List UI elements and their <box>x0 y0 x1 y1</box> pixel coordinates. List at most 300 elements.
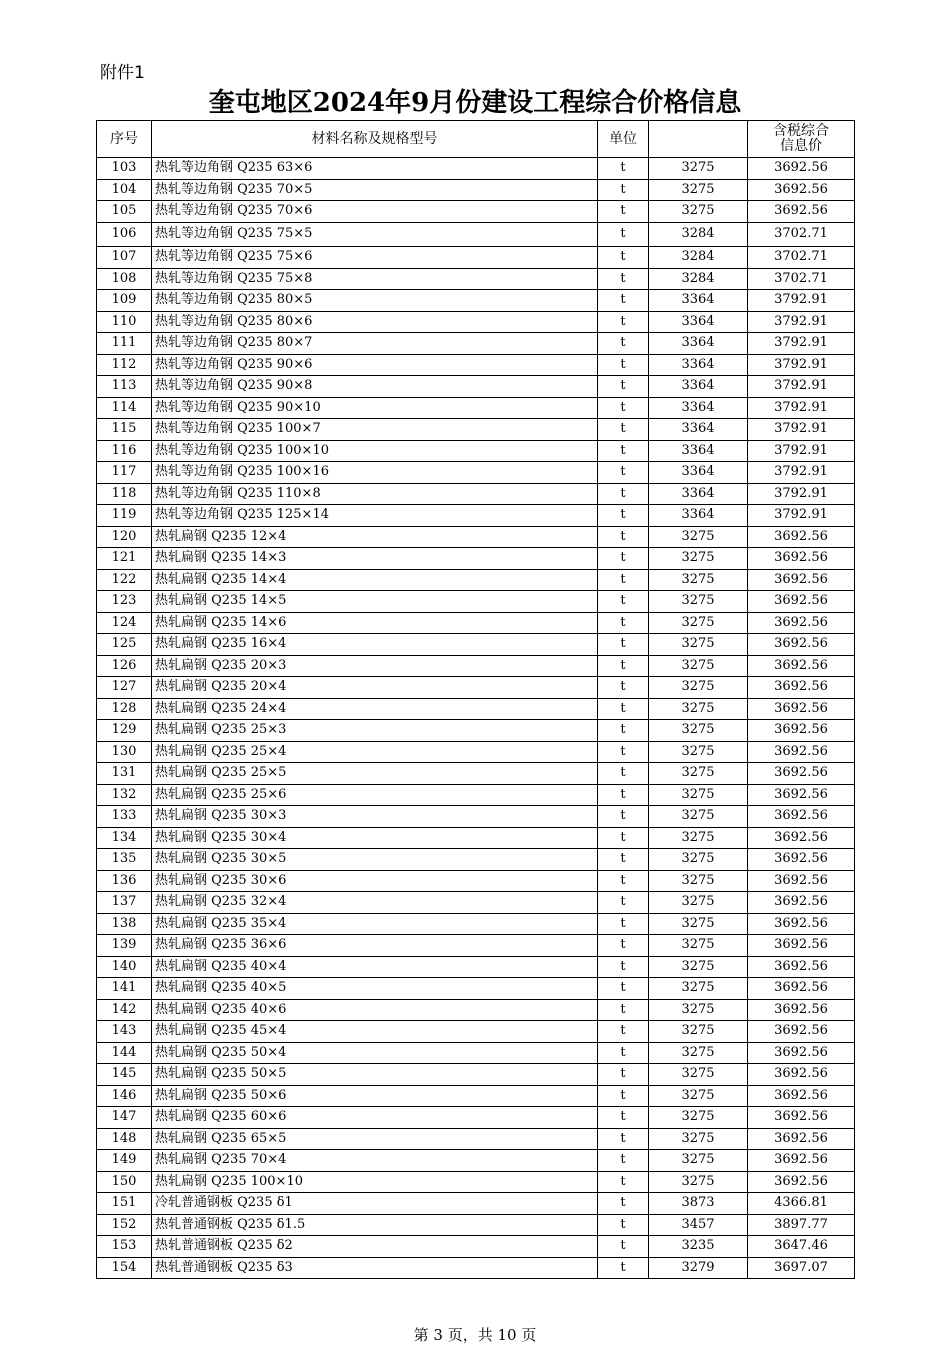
header-no: 序号 <box>97 121 152 158</box>
cell-unit: t <box>598 784 649 806</box>
cell-name: 热轧扁钢 Q235 45×4 <box>152 1021 598 1043</box>
table-row <box>97 290 855 312</box>
cell-name: 热轧等边角钢 Q235 100×10 <box>152 440 598 462</box>
attachment-label: 附件1 <box>100 63 145 83</box>
cell-no: 117 <box>97 462 152 484</box>
cell-unit: t <box>598 720 649 742</box>
cell-price: 3284 <box>649 247 748 269</box>
cell-tax-price: 3792.91 <box>748 440 855 462</box>
cell-no: 125 <box>97 634 152 656</box>
cell-unit: t <box>598 978 649 1000</box>
cell-no: 108 <box>97 268 152 290</box>
cell-unit: t <box>598 548 649 570</box>
cell-no: 137 <box>97 892 152 914</box>
cell-price: 3364 <box>649 462 748 484</box>
cell-unit: t <box>598 1042 649 1064</box>
table-row <box>97 179 855 201</box>
cell-tax-price: 3792.91 <box>748 311 855 333</box>
cell-no: 107 <box>97 247 152 269</box>
table-row <box>97 505 855 527</box>
cell-name: 热轧扁钢 Q235 30×4 <box>152 827 598 849</box>
cell-unit: t <box>598 741 649 763</box>
table-row <box>97 569 855 591</box>
cell-price: 3275 <box>649 784 748 806</box>
table-row <box>97 913 855 935</box>
cell-unit: t <box>598 698 649 720</box>
cell-price: 3275 <box>649 634 748 656</box>
header-tax-price-line2: 信息价 <box>780 138 822 154</box>
cell-no: 141 <box>97 978 152 1000</box>
cell-name: 热轧等边角钢 Q235 90×10 <box>152 397 598 419</box>
cell-tax-price: 3702.71 <box>748 222 855 247</box>
cell-unit: t <box>598 849 649 871</box>
table-row <box>97 634 855 656</box>
table-row <box>97 827 855 849</box>
cell-unit: t <box>598 935 649 957</box>
cell-price: 3275 <box>649 526 748 548</box>
cell-name: 热轧普通钢板 Q235 δ3 <box>152 1257 598 1279</box>
cell-tax-price: 3692.56 <box>748 806 855 828</box>
header-name: 材料名称及规格型号 <box>152 121 598 158</box>
cell-price: 3275 <box>649 548 748 570</box>
cell-tax-price: 3692.56 <box>748 677 855 699</box>
cell-name: 热轧扁钢 Q235 25×6 <box>152 784 598 806</box>
cell-no: 123 <box>97 591 152 613</box>
table-row <box>97 158 855 180</box>
cell-name: 热轧等边角钢 Q235 90×8 <box>152 376 598 398</box>
page-title: 奎屯地区2024年9月份建设工程综合价格信息 <box>208 88 742 118</box>
cell-price: 3364 <box>649 483 748 505</box>
cell-unit: t <box>598 591 649 613</box>
cell-no: 149 <box>97 1150 152 1172</box>
cell-unit: t <box>598 201 649 223</box>
cell-name: 热轧扁钢 Q235 30×3 <box>152 806 598 828</box>
cell-no: 154 <box>97 1257 152 1279</box>
cell-name: 热轧扁钢 Q235 60×6 <box>152 1107 598 1129</box>
table-row <box>97 1150 855 1172</box>
cell-tax-price: 3692.56 <box>748 870 855 892</box>
cell-tax-price: 3792.91 <box>748 397 855 419</box>
cell-unit: t <box>598 1150 649 1172</box>
cell-tax-price: 3692.56 <box>748 956 855 978</box>
cell-price: 3275 <box>649 1171 748 1193</box>
cell-tax-price: 3792.91 <box>748 483 855 505</box>
cell-no: 127 <box>97 677 152 699</box>
header-price <box>649 121 748 158</box>
cell-tax-price: 3792.91 <box>748 290 855 312</box>
cell-unit: t <box>598 1128 649 1150</box>
cell-name: 热轧扁钢 Q235 50×5 <box>152 1064 598 1086</box>
cell-tax-price: 3692.56 <box>748 1171 855 1193</box>
cell-price: 3235 <box>649 1236 748 1258</box>
cell-unit: t <box>598 311 649 333</box>
table-row <box>97 397 855 419</box>
table-row <box>97 1193 855 1215</box>
table-row <box>97 526 855 548</box>
cell-name: 热轧等边角钢 Q235 75×6 <box>152 247 598 269</box>
cell-name: 热轧等边角钢 Q235 70×6 <box>152 201 598 223</box>
cell-no: 132 <box>97 784 152 806</box>
cell-price: 3275 <box>649 1150 748 1172</box>
table-row <box>97 201 855 223</box>
cell-unit: t <box>598 440 649 462</box>
table-row <box>97 591 855 613</box>
cell-price: 3275 <box>649 655 748 677</box>
cell-unit: t <box>598 179 649 201</box>
cell-tax-price: 3692.56 <box>748 1064 855 1086</box>
cell-no: 153 <box>97 1236 152 1258</box>
cell-price: 3275 <box>649 201 748 223</box>
cell-no: 148 <box>97 1128 152 1150</box>
cell-price: 3364 <box>649 290 748 312</box>
cell-no: 150 <box>97 1171 152 1193</box>
cell-unit: t <box>598 505 649 527</box>
cell-no: 126 <box>97 655 152 677</box>
cell-name: 热轧扁钢 Q235 24×4 <box>152 698 598 720</box>
cell-tax-price: 3692.56 <box>748 741 855 763</box>
table-row <box>97 462 855 484</box>
cell-tax-price: 3692.56 <box>748 201 855 223</box>
table-row <box>97 1128 855 1150</box>
cell-no: 151 <box>97 1193 152 1215</box>
cell-tax-price: 3792.91 <box>748 376 855 398</box>
table-row <box>97 698 855 720</box>
table-row <box>97 311 855 333</box>
cell-unit: t <box>598 999 649 1021</box>
table-row <box>97 1085 855 1107</box>
cell-no: 152 <box>97 1214 152 1236</box>
cell-tax-price: 3692.56 <box>748 179 855 201</box>
cell-price: 3275 <box>649 827 748 849</box>
table-row <box>97 1107 855 1129</box>
table-row <box>97 978 855 1000</box>
cell-name: 热轧扁钢 Q235 40×4 <box>152 956 598 978</box>
cell-unit: t <box>598 634 649 656</box>
cell-name: 热轧扁钢 Q235 32×4 <box>152 892 598 914</box>
cell-no: 112 <box>97 354 152 376</box>
table-row <box>97 1214 855 1236</box>
cell-no: 122 <box>97 569 152 591</box>
cell-price: 3275 <box>649 569 748 591</box>
cell-name: 热轧普通钢板 Q235 δ1.5 <box>152 1214 598 1236</box>
cell-unit: t <box>598 956 649 978</box>
table-row <box>97 849 855 871</box>
table-row <box>97 354 855 376</box>
cell-price: 3457 <box>649 1214 748 1236</box>
table-row <box>97 1257 855 1279</box>
cell-price: 3275 <box>649 956 748 978</box>
cell-unit: t <box>598 892 649 914</box>
cell-no: 103 <box>97 158 152 180</box>
cell-price: 3284 <box>649 222 748 247</box>
table-row <box>97 222 855 247</box>
cell-no: 106 <box>97 222 152 247</box>
cell-price: 3275 <box>649 913 748 935</box>
cell-tax-price: 3692.56 <box>748 569 855 591</box>
cell-price: 3275 <box>649 677 748 699</box>
cell-unit: t <box>598 1236 649 1258</box>
cell-no: 131 <box>97 763 152 785</box>
cell-tax-price: 3692.56 <box>748 720 855 742</box>
cell-no: 116 <box>97 440 152 462</box>
cell-name: 热轧普通钢板 Q235 δ2 <box>152 1236 598 1258</box>
cell-price: 3284 <box>649 268 748 290</box>
cell-tax-price: 3792.91 <box>748 333 855 355</box>
table-row <box>97 741 855 763</box>
cell-name: 热轧扁钢 Q235 25×5 <box>152 763 598 785</box>
price-table <box>96 120 855 1279</box>
cell-tax-price: 3697.07 <box>748 1257 855 1279</box>
cell-unit: t <box>598 806 649 828</box>
table-row <box>97 1042 855 1064</box>
cell-name: 热轧等边角钢 Q235 90×6 <box>152 354 598 376</box>
cell-tax-price: 3692.56 <box>748 1042 855 1064</box>
table-row <box>97 440 855 462</box>
table-row <box>97 612 855 634</box>
cell-name: 热轧扁钢 Q235 25×3 <box>152 720 598 742</box>
table-row <box>97 483 855 505</box>
cell-name: 热轧扁钢 Q235 50×6 <box>152 1085 598 1107</box>
cell-unit: t <box>598 354 649 376</box>
cell-price: 3275 <box>649 999 748 1021</box>
table-row <box>97 655 855 677</box>
cell-unit: t <box>598 1021 649 1043</box>
cell-unit: t <box>598 419 649 441</box>
cell-no: 118 <box>97 483 152 505</box>
cell-tax-price: 3692.56 <box>748 935 855 957</box>
table-row <box>97 419 855 441</box>
cell-no: 147 <box>97 1107 152 1129</box>
cell-tax-price: 3792.91 <box>748 419 855 441</box>
cell-price: 3275 <box>649 1107 748 1129</box>
header-tax-price <box>748 121 855 158</box>
cell-no: 134 <box>97 827 152 849</box>
cell-no: 120 <box>97 526 152 548</box>
cell-price: 3364 <box>649 333 748 355</box>
cell-no: 111 <box>97 333 152 355</box>
cell-unit: t <box>598 827 649 849</box>
cell-no: 139 <box>97 935 152 957</box>
cell-tax-price: 3692.56 <box>748 1085 855 1107</box>
cell-unit: t <box>598 1064 649 1086</box>
cell-no: 113 <box>97 376 152 398</box>
cell-name: 热轧等边角钢 Q235 100×7 <box>152 419 598 441</box>
cell-tax-price: 4366.81 <box>748 1193 855 1215</box>
cell-price: 3275 <box>649 1064 748 1086</box>
cell-price: 3364 <box>649 354 748 376</box>
cell-tax-price: 3692.56 <box>748 784 855 806</box>
table-row <box>97 268 855 290</box>
cell-no: 133 <box>97 806 152 828</box>
cell-tax-price: 3647.46 <box>748 1236 855 1258</box>
cell-name: 热轧扁钢 Q235 36×6 <box>152 935 598 957</box>
table-row <box>97 677 855 699</box>
cell-no: 115 <box>97 419 152 441</box>
table-header-row <box>97 121 855 158</box>
cell-name: 热轧等边角钢 Q235 80×7 <box>152 333 598 355</box>
cell-no: 145 <box>97 1064 152 1086</box>
table-row <box>97 247 855 269</box>
cell-no: 119 <box>97 505 152 527</box>
cell-unit: t <box>598 870 649 892</box>
table-row <box>97 763 855 785</box>
cell-price: 3275 <box>649 849 748 871</box>
cell-name: 热轧扁钢 Q235 70×4 <box>152 1150 598 1172</box>
cell-no: 104 <box>97 179 152 201</box>
cell-tax-price: 3692.56 <box>748 913 855 935</box>
cell-tax-price: 3792.91 <box>748 354 855 376</box>
table-row <box>97 333 855 355</box>
cell-unit: t <box>598 1257 649 1279</box>
cell-unit: t <box>598 397 649 419</box>
cell-name: 热轧扁钢 Q235 14×3 <box>152 548 598 570</box>
cell-name: 热轧扁钢 Q235 100×10 <box>152 1171 598 1193</box>
header-unit: 单位 <box>598 121 649 158</box>
cell-unit: t <box>598 569 649 591</box>
cell-tax-price: 3792.91 <box>748 462 855 484</box>
cell-price: 3873 <box>649 1193 748 1215</box>
cell-unit: t <box>598 376 649 398</box>
cell-price: 3275 <box>649 698 748 720</box>
cell-price: 3275 <box>649 179 748 201</box>
cell-name: 热轧扁钢 Q235 14×5 <box>152 591 598 613</box>
cell-tax-price: 3692.56 <box>748 548 855 570</box>
cell-price: 3275 <box>649 1042 748 1064</box>
cell-unit: t <box>598 1107 649 1129</box>
cell-tax-price: 3692.56 <box>748 999 855 1021</box>
table-row <box>97 870 855 892</box>
cell-tax-price: 3702.71 <box>748 268 855 290</box>
cell-unit: t <box>598 158 649 180</box>
cell-name: 热轧等边角钢 Q235 110×8 <box>152 483 598 505</box>
cell-price: 3364 <box>649 311 748 333</box>
cell-price: 3275 <box>649 892 748 914</box>
cell-unit: t <box>598 1214 649 1236</box>
cell-name: 热轧扁钢 Q235 14×4 <box>152 569 598 591</box>
cell-name: 热轧扁钢 Q235 16×4 <box>152 634 598 656</box>
cell-unit: t <box>598 333 649 355</box>
table-row <box>97 784 855 806</box>
cell-name: 热轧等边角钢 Q235 80×5 <box>152 290 598 312</box>
cell-price: 3275 <box>649 978 748 1000</box>
cell-name: 热轧等边角钢 Q235 75×8 <box>152 268 598 290</box>
cell-price: 3275 <box>649 741 748 763</box>
cell-tax-price: 3692.56 <box>748 892 855 914</box>
cell-no: 146 <box>97 1085 152 1107</box>
cell-tax-price: 3692.56 <box>748 612 855 634</box>
cell-name: 热轧等边角钢 Q235 63×6 <box>152 158 598 180</box>
cell-unit: t <box>598 655 649 677</box>
table-row <box>97 1171 855 1193</box>
cell-name: 热轧扁钢 Q235 40×5 <box>152 978 598 1000</box>
cell-price: 3275 <box>649 870 748 892</box>
cell-tax-price: 3692.56 <box>748 1128 855 1150</box>
cell-tax-price: 3702.71 <box>748 247 855 269</box>
cell-tax-price: 3897.77 <box>748 1214 855 1236</box>
cell-unit: t <box>598 913 649 935</box>
cell-unit: t <box>598 1085 649 1107</box>
cell-tax-price: 3792.91 <box>748 505 855 527</box>
table-row <box>97 376 855 398</box>
cell-tax-price: 3692.56 <box>748 763 855 785</box>
cell-tax-price: 3692.56 <box>748 158 855 180</box>
cell-tax-price: 3692.56 <box>748 978 855 1000</box>
table-row <box>97 892 855 914</box>
cell-price: 3275 <box>649 1085 748 1107</box>
cell-name: 热轧扁钢 Q235 35×4 <box>152 913 598 935</box>
cell-no: 130 <box>97 741 152 763</box>
cell-name: 热轧等边角钢 Q235 100×16 <box>152 462 598 484</box>
cell-name: 热轧扁钢 Q235 14×6 <box>152 612 598 634</box>
cell-unit: t <box>598 222 649 247</box>
cell-unit: t <box>598 763 649 785</box>
cell-tax-price: 3692.56 <box>748 1021 855 1043</box>
cell-tax-price: 3692.56 <box>748 849 855 871</box>
table-row <box>97 720 855 742</box>
cell-tax-price: 3692.56 <box>748 1107 855 1129</box>
cell-price: 3275 <box>649 158 748 180</box>
cell-tax-price: 3692.56 <box>748 827 855 849</box>
cell-no: 121 <box>97 548 152 570</box>
cell-unit: t <box>598 290 649 312</box>
cell-name: 热轧等边角钢 Q235 80×6 <box>152 311 598 333</box>
cell-tax-price: 3692.56 <box>748 655 855 677</box>
cell-price: 3275 <box>649 612 748 634</box>
cell-unit: t <box>598 268 649 290</box>
cell-no: 109 <box>97 290 152 312</box>
cell-unit: t <box>598 462 649 484</box>
header-tax-price-line1: 含税综合 <box>773 123 829 139</box>
cell-no: 136 <box>97 870 152 892</box>
cell-name: 热轧扁钢 Q235 25×4 <box>152 741 598 763</box>
cell-name: 冷轧普通钢板 Q235 δ1 <box>152 1193 598 1215</box>
cell-price: 3275 <box>649 1128 748 1150</box>
cell-tax-price: 3692.56 <box>748 526 855 548</box>
cell-tax-price: 3692.56 <box>748 634 855 656</box>
cell-name: 热轧扁钢 Q235 20×3 <box>152 655 598 677</box>
cell-name: 热轧扁钢 Q235 65×5 <box>152 1128 598 1150</box>
cell-name: 热轧扁钢 Q235 30×6 <box>152 870 598 892</box>
cell-no: 135 <box>97 849 152 871</box>
cell-price: 3364 <box>649 376 748 398</box>
cell-price: 3279 <box>649 1257 748 1279</box>
cell-price: 3275 <box>649 1021 748 1043</box>
cell-no: 124 <box>97 612 152 634</box>
cell-unit: t <box>598 677 649 699</box>
cell-no: 144 <box>97 1042 152 1064</box>
table-row <box>97 1236 855 1258</box>
cell-name: 热轧等边角钢 Q235 125×14 <box>152 505 598 527</box>
cell-price: 3275 <box>649 720 748 742</box>
cell-unit: t <box>598 526 649 548</box>
table-row <box>97 1021 855 1043</box>
table-row <box>97 806 855 828</box>
cell-unit: t <box>598 612 649 634</box>
cell-name: 热轧等边角钢 Q235 70×5 <box>152 179 598 201</box>
cell-name: 热轧扁钢 Q235 30×5 <box>152 849 598 871</box>
table-row <box>97 935 855 957</box>
cell-no: 140 <box>97 956 152 978</box>
table-row <box>97 548 855 570</box>
cell-price: 3275 <box>649 935 748 957</box>
cell-price: 3364 <box>649 397 748 419</box>
cell-no: 128 <box>97 698 152 720</box>
cell-price: 3275 <box>649 806 748 828</box>
cell-unit: t <box>598 247 649 269</box>
cell-no: 143 <box>97 1021 152 1043</box>
page-footer: 第 3 页，共 10 页 <box>413 1326 537 1344</box>
table-row <box>97 999 855 1021</box>
